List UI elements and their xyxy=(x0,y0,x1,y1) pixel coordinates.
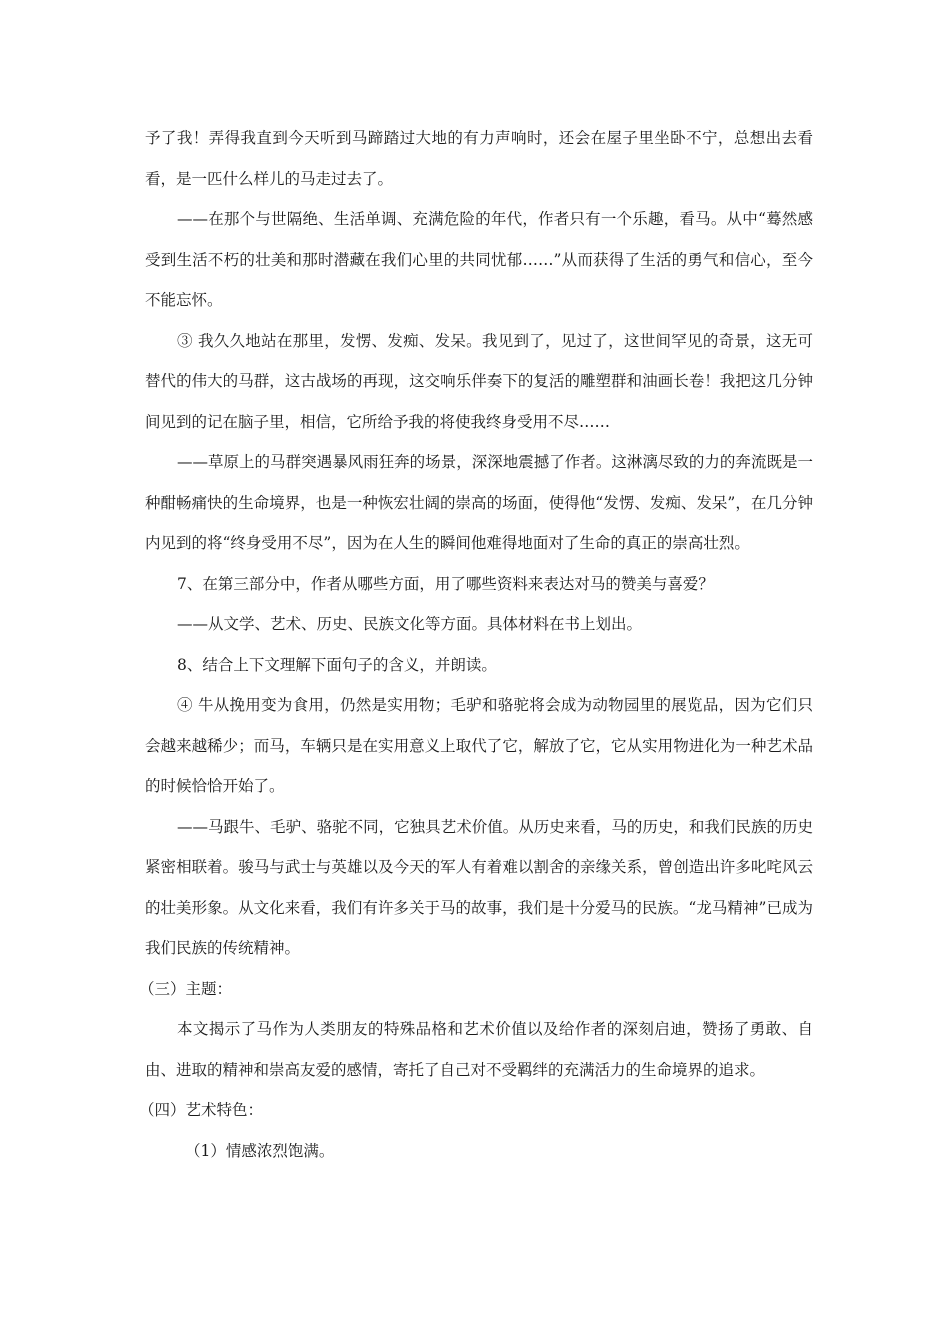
paragraph-commentary-2: ——草原上的马群突遇暴风雨狂奔的场景，深深地震撼了作者。这淋漓尽致的力的奔流既是一种酣畅痛快的生命境界，也是一种恢宏壮阔的崇高的场面，使得他“发愣、发痴、发呆”，在几分钟内见到的将“终身受用不尽”，因为在人生的瞬间他难得地面对了生命的真正的崇高壮烈。 xyxy=(145,453,813,552)
sub-item-1: （1）情感浓烈饱满。 xyxy=(185,1141,335,1160)
paragraph-commentary-1: ——在那个与世隔绝、生活单调、充满危险的年代，作者只有一个乐趣，看马。从中“蓦然感受到生活不朽的壮美和那时潜藏在我们心里的共同忧郁……”从而获得了生活的勇气和信心，至今不能忘怀。 xyxy=(145,210,813,309)
answer-7: ——从文学、艺术、历史、民族文化等方面。具体材料在书上划出。 xyxy=(177,615,643,633)
paragraph-quote-3: ③ 我久久地站在那里，发愣、发痴、发呆。我见到了，见过了，这世间罕见的奇景，这无可替代的伟大的马群，这古战场的再现，这交响乐伴奏下的复活的雕塑群和油画长卷！我把这几分钟间见到的记在脑子里，相信，它所给予我的将使我终身受用不尽…… xyxy=(145,331,813,431)
paragraph-commentary-3: ——马跟牛、毛驴、骆驼不同，它独具艺术价值。从历史来看，马的历史，和我们民族的历史紧密相联着。骏马与武士与英雄以及今天的军人有着难以割舍的亲缘关系，曾创造出许多叱咤风云的壮美形象。从文化来看，我们有许多关于马的故事，我们是十分爱马的民族。“龙马精神”已成为我们民族的传统精神。 xyxy=(145,817,813,957)
document-body xyxy=(139,118,813,1171)
question-7: 7、在第三部分中，作者从哪些方面，用了哪些资料来表达对马的赞美与喜爱？ xyxy=(177,574,714,593)
section-heading-theme: （三）主题： xyxy=(139,979,233,998)
question-8: 8、结合上下文理解下面句子的含义，并朗读。 xyxy=(177,655,497,674)
paragraph-quote-4: ④ 牛从挽用变为食用，仍然是实用物；毛驴和骆驼将会成为动物园里的展览品，因为它们只会越来越稀少；而马，车辆只是在实用意义上取代了它，解放了它，它从实用物进化为一种艺术品的时候恰恰开始了。 xyxy=(145,696,813,795)
section-heading-art-features: （四）艺术特色： xyxy=(139,1101,264,1119)
paragraph-theme: 本文揭示了马作为人类朋友的特殊品格和艺术价值以及给作者的深刻启迪，赞扬了勇敢、自由、进取的精神和崇高友爱的感情，寄托了自己对不受羁绊的充满活力的生命境界的追求。 xyxy=(145,1020,813,1079)
paragraph-continuation: 予了我！弄得我直到今天听到马蹄踏过大地的有力声响时，还会在屋子里坐卧不宁，总想出去看看，是一匹什么样儿的马走过去了。 xyxy=(145,129,813,188)
